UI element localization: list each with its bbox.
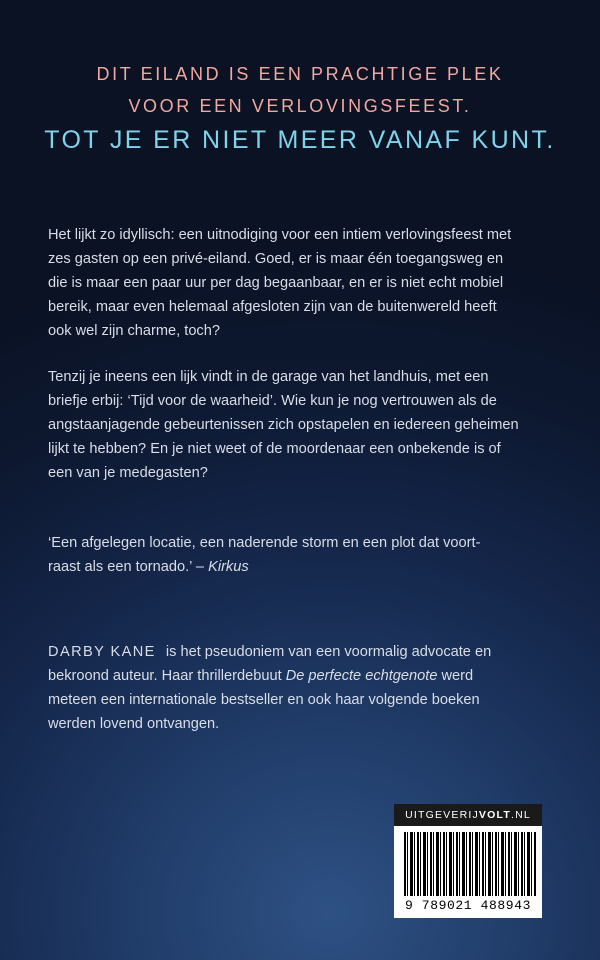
blurb-line: een van je medegasten? xyxy=(48,465,208,481)
blurb-line: Het lijkt zo idyllisch: een uitnodiging voor een intiem verlovingsfeest met xyxy=(48,227,512,243)
bio-line-1 xyxy=(48,640,568,664)
bio-text: bekroond auteur. Haar thrillerdebuut xyxy=(48,668,286,684)
blurb-line: Tenzij je ineens een lijk vindt in de garage van het landhuis, met een xyxy=(48,369,489,385)
bio-line-2 xyxy=(48,664,568,688)
bio-text: werd xyxy=(437,668,474,684)
author-name: DARBY KANE xyxy=(48,644,156,660)
blurb-line: briefje erbij: ‘Tijd voor de waarheid’. Wie kun je nog vertrouwen als de xyxy=(48,393,497,409)
quote-source: Kirkus xyxy=(208,559,249,575)
blurb-line: angstaanjagende gebeurtenissen zich opstapelen en iedereen geheimen xyxy=(48,417,519,433)
blurb-line: ook wel zijn charme, toch? xyxy=(48,323,220,339)
bio-text: is het pseudoniem van een voormalig advocate en xyxy=(165,644,492,660)
quote-line-1: ‘Een afgelegen locatie, een naderende storm en een plot dat voort- xyxy=(48,535,481,551)
review-quote xyxy=(48,531,568,579)
bio-line-4: werden lovend ontvangen. xyxy=(48,716,220,732)
barcode-panel xyxy=(394,804,542,918)
publisher-prefix: UITGEVERIJ xyxy=(405,809,479,821)
blurb-paragraph-2 xyxy=(48,365,568,485)
barcode-icon xyxy=(404,832,536,896)
bio-line-3: meteen een internationale bestseller en ook haar volgende boeken xyxy=(48,692,480,708)
quote-text: raast als een tornado.’ – xyxy=(48,559,209,575)
publisher-brand: VOLT xyxy=(478,809,511,821)
blurb-line: bereik, maar even helemaal afgesloten zijn van de buitenwereld heeft xyxy=(48,299,497,315)
blurb-line: die is maar een paar uur per dag begaanbaar, en er is niet echt mobiel xyxy=(48,275,504,291)
publisher-suffix: .NL xyxy=(510,809,531,821)
tagline-line-1: DIT EILAND IS EEN PRACHTIGE PLEK xyxy=(96,64,504,84)
author-bio xyxy=(48,640,568,736)
isbn-number: 9 789021 488943 xyxy=(404,898,532,913)
blurb-line: zes gasten op een privé-eiland. Goed, er is maar één toegangsweg en xyxy=(48,251,504,267)
tagline-line-2: VOOR EEN VERLOVINGSFEEST. xyxy=(128,96,472,116)
tagline-line-3: TOT JE ER NIET MEER VANAF KUNT. xyxy=(44,126,556,154)
blurb-paragraph-1 xyxy=(48,223,568,343)
blurb-line: lijkt te hebben? En je niet weet of de moordenaar een onbekende is of xyxy=(48,441,501,457)
book-title: De perfecte echtgenote xyxy=(285,668,438,684)
quote-line-2 xyxy=(48,555,568,579)
publisher-url xyxy=(394,804,542,826)
